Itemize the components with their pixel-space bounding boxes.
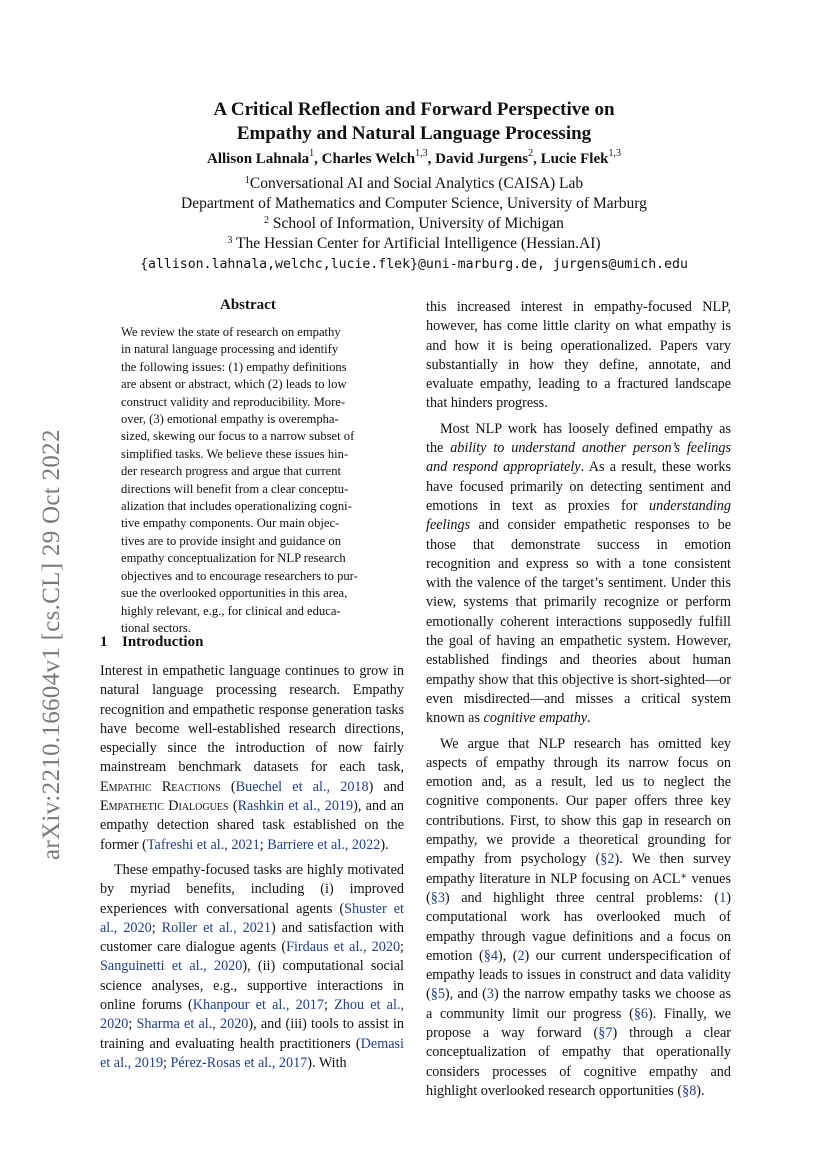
text-run: These empathy-focused tasks are highly motivated by myriad benefits, including (i) improved experiences with conversational agents ( [100,861,404,917]
affiliation-text: Department of Mathematics and Computer Science, University of Marburg [181,195,647,212]
affiliation-marker: 1 [244,175,250,186]
abstract-line: sue the overlooked opportunities in this area, [121,586,348,601]
abstract-line: tional sectors. [121,620,191,635]
affiliation [0,194,828,214]
abstract-line: We review the state of research on empathy [121,325,341,339]
abstract-line: tives are to provide insight and guidance on [121,533,341,548]
author-name: Lucie Flek [540,151,609,167]
text-run: ), and (iii) tools to assist in training and evaluating health practitioners ( [100,1016,404,1052]
citation-link[interactable]: Sharma et al., 2020 [136,1016,249,1033]
text-run: ) and [368,778,404,795]
dataset-name: Empathic Reactions [100,778,221,795]
citation-link[interactable]: Barriere et al., 2022 [267,836,381,853]
text-run: ; [259,836,268,853]
text-run: ), ( [497,947,518,964]
paper-title-line-2: Empathy and Natural Language Processing [236,123,592,144]
author-name: Allison Lahnala [207,151,310,167]
right-column-body [426,298,731,1107]
text-run: ), and ( [444,986,487,1003]
abstract-line: objectives and to encourage researchers to pur- [121,568,358,583]
section-heading-introduction [100,634,203,651]
paper-title-line-1: A Critical Reflection and Forward Perspective on [213,99,615,120]
author-affiliation-marker: 1 [309,148,315,159]
citation-link[interactable]: §2 [600,851,615,868]
paragraph [100,861,404,1073]
text-run: this increased interest in empathy-focused NLP, however, has come little clarity on what empathy is and how it is being operationalized. Papers vary substantially in how they define, annotate, and evaluate empathy, leading to a fractured landscape that hinders progress. [426,299,731,412]
author-list: Allison Lahnala$^1$, Charles Welch$^{1,3}$, David Jurgens$^2$, Lucie Flek$^{1,3}$ [207,148,621,167]
text-run: ) the narrow empathy tasks we choose as a community limit our progress ( [426,986,731,1022]
affiliation-text: Conversational AI and Social Analytics (CAISA) Lab [249,175,584,192]
text-run: ; [400,939,404,956]
text-run: ( [220,778,236,795]
text-run: ) our current underspecification of empathy leads to issues in construct and data validity ( [426,947,731,1003]
text-run: ) computational work has overlooked much of empathy through vague definitions and a focus on emotion ( [426,889,731,964]
affiliation [0,214,828,234]
arxiv-sidebar-stamp [20,380,65,860]
text-run: Interest in empathetic language continues to grow in natural language processing research. Empathy recognition and empathetic response generation tasks have become well-established research directions, especially since the introduction of now fairly mainstream benchmark datasets for each task, [100,663,404,776]
abstract-line: der research progress and argue that current [121,464,342,479]
text-run: Most NLP work has loosely defined empathy as the [426,420,731,457]
text-run: ; [151,919,162,936]
citation-link[interactable]: §4 [483,947,498,964]
text-run: ; [323,997,335,1014]
paragraph [426,420,731,729]
text-run: We argue that NLP research has omitted key aspects of empathy through its narrow focus on emotion and, as a result, led us to neglect the cognitive components. Our paper offers three key contributions. First, to show this gap in research on empathy, we provide a theoretical grounding for empathy from psychology ( [426,735,731,868]
citation-link[interactable]: 3 [486,986,494,1003]
author-affiliation-marker: 1,3 [608,148,621,159]
citation-link[interactable]: Zhou et al., 2020 [100,997,404,1033]
citation-link[interactable]: §6 [633,1005,649,1022]
citation-link[interactable]: Demasi et al., 2019 [100,1035,404,1071]
text-run: ( [228,798,238,815]
abstract-line: construct validity and reproducibility. More- [121,394,346,409]
citation-link[interactable]: Rashkin et al., 2019 [237,798,354,815]
text-run: ). [380,836,389,853]
author-name: Charles Welch [321,151,416,167]
citation-link[interactable]: Khanpour et al., 2017 [192,997,324,1014]
abstract-line: are absent or abstract, which (2) leads to low [121,377,347,392]
paragraph [100,662,404,855]
abstract-line: the following issues: (1) empathy definitions [121,359,347,374]
affiliation-text: School of Information, University of Michigan [269,215,564,232]
citation-link[interactable]: Shuster et al., 2020 [100,900,404,936]
superscript-marker: ∗ [680,870,688,882]
text-run: ). We then survey empathy literature in NLP focusing on ACL [426,851,731,887]
text-run: ). [696,1082,705,1099]
citation-link[interactable]: Buechel et al., 2018 [235,778,369,795]
author-name: David Jurgens [435,151,529,167]
affiliation [0,234,828,254]
citation-link[interactable]: §5 [430,986,445,1003]
citation-link[interactable]: Pérez-Rosas et al., 2017 [170,1054,308,1071]
abstract-body [121,324,379,637]
text-run: ) through a clear conceptualization of empathy that operationally considers processes of cognitive empathy and highlight overlooked research opportunities ( [426,1024,731,1099]
text-run: ; [163,1054,171,1071]
abstract-line: directions will benefit from a clear conceptu- [121,481,349,496]
abstract-line: sized, skewing our focus to a narrow subset of [121,429,355,444]
author-emails: {allison.lahnala,welchc,lucie.flek}@uni-marburg.de, jurgens@umich.edu [140,257,688,272]
text-run: ). Finally, we propose a way forward ( [426,1005,732,1041]
left-column-body [100,662,404,1079]
affiliation-marker: 2 [264,215,270,226]
citation-link[interactable]: §3 [430,889,445,906]
citation-link[interactable]: §8 [682,1082,697,1099]
author-affiliation-marker: 1,3 [415,148,428,159]
citation-link[interactable]: Tafreshi et al., 2021 [146,836,260,853]
citation-link[interactable]: 1 [719,889,727,906]
abstract-line: in natural language processing and identify [121,342,339,357]
abstract-line: highly relevant, e.g., for clinical and educa- [121,603,341,618]
citation-link[interactable]: Firdaus et al., 2020 [286,939,401,956]
emphasis-text: cognitive empathy [483,710,588,727]
text-run: ; [128,1016,137,1033]
abstract-heading: Abstract [220,297,276,313]
citation-link[interactable]: Sanguinetti et al., 2020 [100,958,243,975]
affiliation [0,174,828,194]
citation-link[interactable]: Roller et al., 2021 [161,919,271,936]
emphasis-text: ability to understand another person’s feelings and respond appropriately [426,440,731,476]
abstract-line: empathy conceptualization for NLP research [121,551,346,566]
text-run: ). With [307,1054,347,1071]
text-run: ), and an empathy detection shared task established on the former ( [100,798,404,853]
citation-link[interactable]: 2 [517,947,525,964]
text-run: ) and satisfaction with customer care dialogue agents ( [100,919,404,956]
affiliation-marker: 3 [227,235,233,246]
text-run: . [587,710,591,727]
paragraph [426,298,731,414]
arxiv-identifier: arXiv:2210.16604v1 [cs.CL] 29 Oct 2022 [38,429,65,860]
abstract-line: simplified tasks. We believe these issues hin- [121,446,349,461]
author-affiliation-marker: 2 [528,148,534,159]
text-run: . As a result, these works have focused primarily on detecting sentiment and emotions in text as proxies for [426,459,731,514]
citation-link[interactable]: §7 [598,1024,613,1041]
text-run: ), (ii) computational social science analyses, e.g., supportive interactions in online forums ( [100,958,404,1014]
dataset-name: Empathetic Dialogues [100,798,229,815]
text-run: and consider empathetic responses to be those that demonstrate success in emotion recognition and express so with a tone consistent with the valence of the target’s sentiment. Under this view, systems that primarily recognize or perform emotionally coherent interactions supposedly fulfill the goal of having an empathetic system. However, established findings and theories about human empathy show that this objective is short-sighted—or even misdirected—and misses a critical system known as [426,517,731,727]
text-run: ) and highlight three central problems: ( [444,889,720,906]
section-number: 1 [100,634,108,650]
paragraph [426,735,731,1102]
emphasis-text: understanding feelings [426,497,731,534]
text-run: venues ( [426,870,731,906]
abstract-line: tive empathy components. Our main objec- [121,516,340,531]
affiliation-text: The Hessian Center for Artificial Intelligence (Hessian.AI) [232,235,601,252]
abstract-line: alization that includes operationalizing cogni- [121,499,352,514]
section-title: Introduction [122,634,204,650]
abstract-line: over, (3) emotional empathy is overempha- [121,412,339,427]
